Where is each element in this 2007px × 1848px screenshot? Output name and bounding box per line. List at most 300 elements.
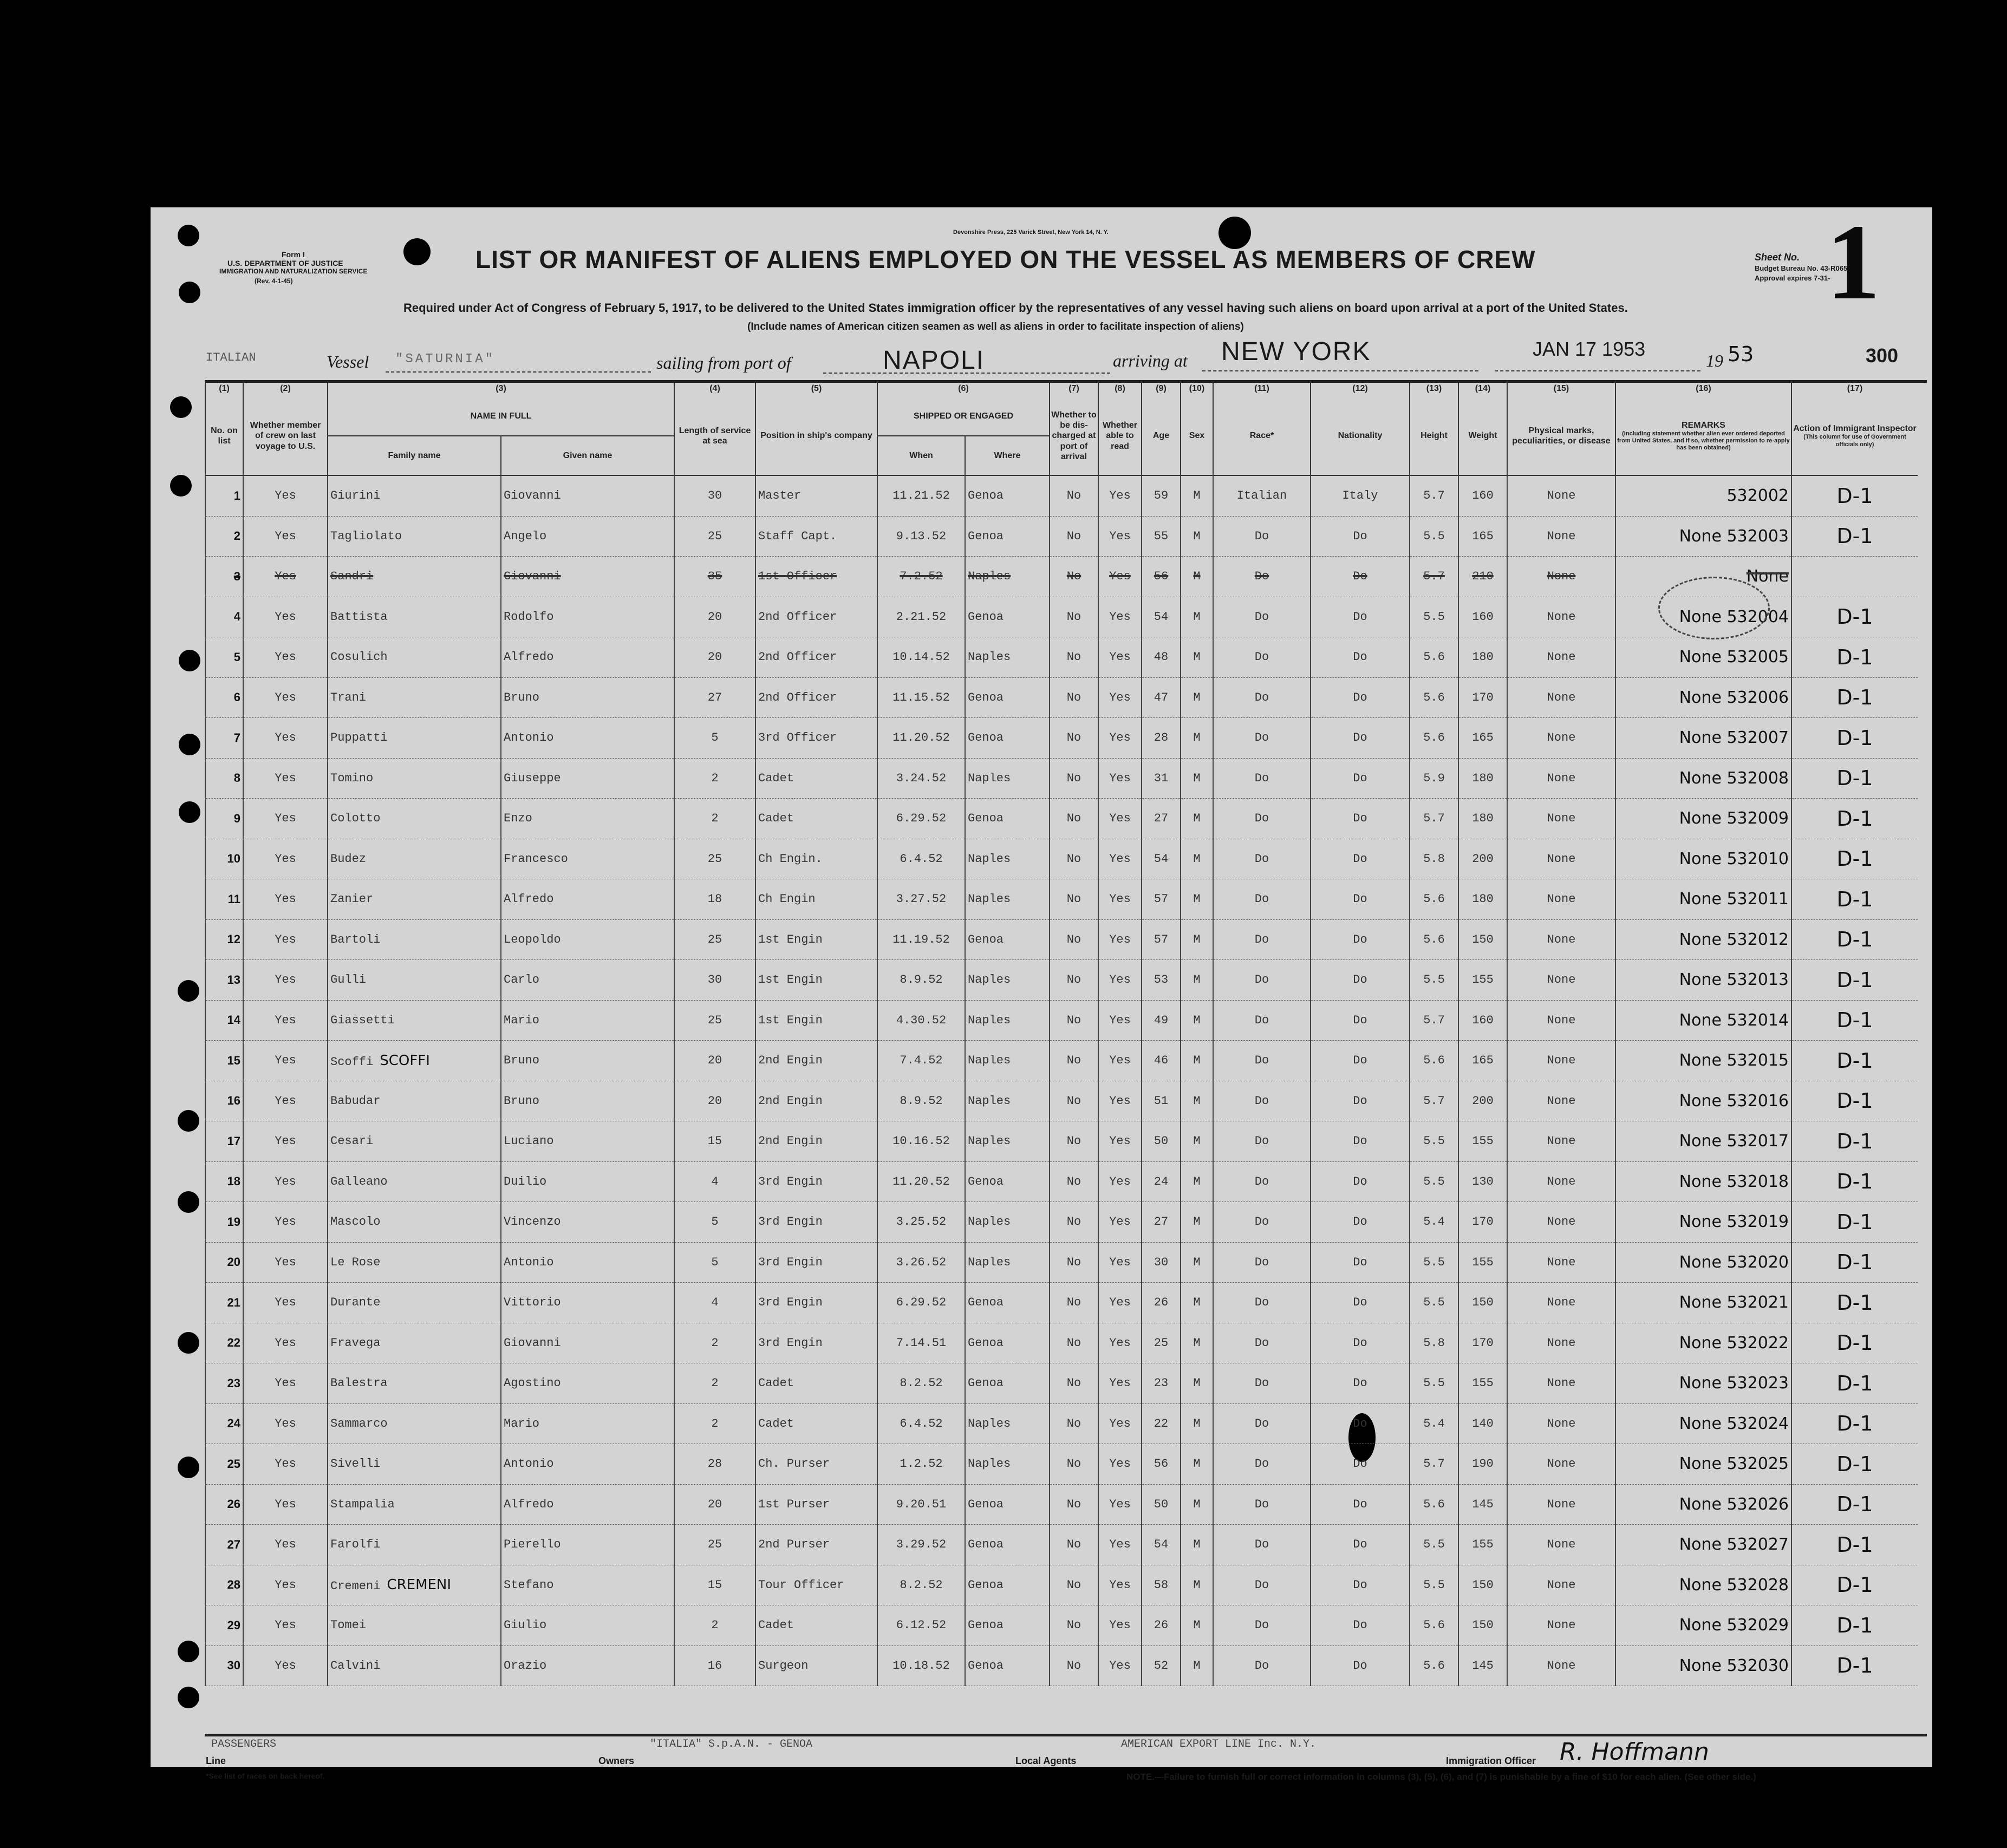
shipped-when-cell: 6.4.52	[877, 1403, 965, 1444]
col-weight: Weight	[1458, 397, 1507, 475]
prev-voyage-cell: Yes	[243, 677, 328, 718]
height-cell: 5.6	[1410, 1484, 1458, 1525]
race-cell: Do	[1213, 799, 1311, 839]
table-row	[205, 1081, 1918, 1121]
height-cell: 5.5	[1410, 1565, 1458, 1605]
prev-voyage-cell: Yes	[243, 799, 328, 839]
inspector-action-cell	[1791, 1041, 1918, 1081]
weight-cell: 180	[1458, 758, 1507, 799]
discharged-cell: No	[1050, 1363, 1098, 1404]
height-cell: 5.5	[1410, 1242, 1458, 1283]
prev-voyage-cell: Yes	[243, 1605, 328, 1646]
action-code: D-1	[1836, 605, 1873, 629]
vessel-name: "SATURNIA"	[395, 352, 496, 367]
col-given-name: Given name	[501, 436, 674, 475]
action-code: D-1	[1836, 1573, 1873, 1597]
prev-voyage-cell: Yes	[243, 475, 328, 516]
inspector-action-cell	[1791, 1323, 1918, 1363]
discharged-cell: No	[1050, 1202, 1098, 1243]
row-number: 19	[205, 1202, 243, 1243]
remarks-cell	[1615, 1242, 1791, 1283]
inspector-action-cell	[1791, 799, 1918, 839]
discharged-cell: No	[1050, 1081, 1098, 1121]
weight-cell: 155	[1458, 1121, 1507, 1162]
able-to-read-cell: Yes	[1098, 799, 1142, 839]
shipped-where-cell: Naples	[965, 960, 1050, 1001]
service-length-cell: 18	[674, 879, 755, 920]
remarks-cell	[1615, 1525, 1791, 1565]
nationality-cell: Do	[1311, 1161, 1410, 1202]
nationality-cell: Do	[1311, 1202, 1410, 1243]
able-to-read-cell: Yes	[1098, 516, 1142, 557]
nationality-cell: Do	[1311, 1484, 1410, 1525]
weight-cell: 165	[1458, 516, 1507, 557]
action-code: D-1	[1836, 968, 1873, 992]
shipped-when-cell: 3.26.52	[877, 1242, 965, 1283]
height-cell: 5.7	[1410, 557, 1458, 597]
shipped-when-cell: 8.2.52	[877, 1363, 965, 1404]
name-correction: SCOFFI	[380, 1052, 430, 1069]
record-number: None 532012	[1679, 930, 1789, 949]
physical-marks-cell: None	[1507, 839, 1615, 879]
nationality-cell: Do	[1311, 1363, 1410, 1404]
record-number: 532002	[1726, 486, 1789, 506]
shipped-when-cell: 8.9.52	[877, 1081, 965, 1121]
service-length-cell: 20	[674, 1484, 755, 1525]
sex-cell: M	[1181, 1242, 1213, 1283]
position-cell: 3rd Engin	[755, 1283, 877, 1323]
col-able-to-read: Whether able to read	[1098, 397, 1142, 475]
age-cell: 51	[1142, 1081, 1181, 1121]
inspector-action-cell	[1791, 718, 1918, 759]
discharged-cell: No	[1050, 960, 1098, 1001]
race-cell: Do	[1213, 718, 1311, 759]
position-cell: 3rd Engin	[755, 1202, 877, 1243]
remarks-note: (Including statement whether alien ever ordered deported from United States, and if so, whether permission to re-apply has been obtained)	[1617, 430, 1790, 452]
family-name-cell: Le Rose	[328, 1242, 501, 1283]
shipped-when-cell: 10.16.52	[877, 1121, 965, 1162]
discharged-cell: No	[1050, 1041, 1098, 1081]
race-cell: Italian	[1213, 475, 1311, 516]
position-cell: 3rd Engin	[755, 1242, 877, 1283]
revision: (Rev. 4-1-45)	[255, 277, 293, 285]
inspector-action-cell	[1791, 1403, 1918, 1444]
weight-cell: 155	[1458, 1525, 1507, 1565]
discharged-cell: No	[1050, 919, 1098, 960]
race-cell: Do	[1213, 879, 1311, 920]
shipped-where-cell: Naples	[965, 1444, 1050, 1485]
record-number: None 532016	[1679, 1091, 1789, 1111]
service-length-cell: 5	[674, 1242, 755, 1283]
inspector-action-cell	[1791, 919, 1918, 960]
given-name-cell: Leopoldo	[501, 919, 674, 960]
table-row	[205, 1645, 1918, 1686]
prev-voyage-cell: Yes	[243, 1565, 328, 1605]
physical-marks-cell: None	[1507, 1565, 1615, 1605]
prev-voyage-cell: Yes	[243, 1041, 328, 1081]
height-cell: 5.5	[1410, 1161, 1458, 1202]
family-name-cell: Galleano	[328, 1161, 501, 1202]
shipped-where-cell: Genoa	[965, 1645, 1050, 1686]
family-name-cell: Gulli	[328, 960, 501, 1001]
race-cell: Do	[1213, 1323, 1311, 1363]
weight-cell: 150	[1458, 919, 1507, 960]
shipped-when-cell: 3.25.52	[877, 1202, 965, 1243]
physical-marks-cell: None	[1507, 799, 1615, 839]
position-cell: Ch Engin	[755, 879, 877, 920]
sex-cell: M	[1181, 799, 1213, 839]
shipped-where-cell: Naples	[965, 1242, 1050, 1283]
remarks-cell	[1615, 839, 1791, 879]
physical-marks-cell: None	[1507, 516, 1615, 557]
position-cell: 1st Engin	[755, 919, 877, 960]
discharged-cell: No	[1050, 1000, 1098, 1041]
able-to-read-cell: Yes	[1098, 1323, 1142, 1363]
nationality-cell: Do	[1311, 799, 1410, 839]
race-cell: Do	[1213, 1202, 1311, 1243]
year-suffix: 53	[1728, 342, 1754, 366]
discharged-cell: No	[1050, 677, 1098, 718]
discharged-cell: No	[1050, 1403, 1098, 1444]
record-number: None 532017	[1679, 1132, 1789, 1151]
prev-voyage-cell: Yes	[243, 1081, 328, 1121]
age-cell: 23	[1142, 1363, 1181, 1404]
punch-hole	[179, 282, 200, 303]
inspector-action-cell	[1791, 1242, 1918, 1283]
race-cell: Do	[1213, 758, 1311, 799]
discharged-cell: No	[1050, 1525, 1098, 1565]
inspector-action-cell	[1791, 1484, 1918, 1525]
remarks-title: REMARKS	[1682, 420, 1725, 430]
punch-hole	[178, 980, 199, 1002]
family-name-cell: Babudar	[328, 1081, 501, 1121]
table-row	[205, 839, 1918, 879]
shipped-where-cell: Genoa	[965, 1363, 1050, 1404]
record-number: None 532025	[1679, 1454, 1789, 1474]
punch-hole	[178, 1110, 199, 1132]
col-race: Race*	[1213, 397, 1311, 475]
height-cell: 5.6	[1410, 1041, 1458, 1081]
corner-number: 300	[1866, 344, 1899, 367]
table-row	[205, 1605, 1918, 1646]
shipped-where-cell: Genoa	[965, 1605, 1050, 1646]
shipped-when-cell: 9.20.51	[877, 1484, 965, 1525]
sex-cell: M	[1181, 637, 1213, 678]
row-number: 21	[205, 1283, 243, 1323]
shipped-where-cell: Genoa	[965, 1525, 1050, 1565]
position-cell: Ch. Purser	[755, 1444, 877, 1485]
position-cell: 2nd Engin	[755, 1121, 877, 1162]
weight-cell: 165	[1458, 1041, 1507, 1081]
sex-cell: M	[1181, 718, 1213, 759]
nationality-cell: Do	[1311, 1525, 1410, 1565]
subtitle: Required under Act of Congress of February 5, 1917, to be delivered to the United States immigration officer by the representatives of any vessel having such aliens on board upon arrival at a port of the United States.	[403, 301, 1628, 315]
service-length-cell: 20	[674, 637, 755, 678]
discharged-cell: No	[1050, 516, 1098, 557]
weight-cell: 170	[1458, 1323, 1507, 1363]
sailing-label: sailing from port of	[656, 353, 791, 373]
prev-voyage-cell: Yes	[243, 1202, 328, 1243]
age-cell: 50	[1142, 1121, 1181, 1162]
family-name-cell: Cesari	[328, 1121, 501, 1162]
service-length-cell: 16	[674, 1645, 755, 1686]
row-number: 28	[205, 1565, 243, 1605]
given-name-cell: Giovanni	[501, 557, 674, 597]
inspector-action-cell	[1791, 1444, 1918, 1485]
service-length-cell: 25	[674, 516, 755, 557]
given-name-cell: Alfredo	[501, 879, 674, 920]
record-number: None 532021	[1679, 1293, 1789, 1312]
weight-cell: 150	[1458, 1605, 1507, 1646]
sex-cell: M	[1181, 1565, 1213, 1605]
shipped-when-cell: 7.2.52	[877, 557, 965, 597]
inspector-action-cell	[1791, 557, 1918, 597]
age-cell: 57	[1142, 919, 1181, 960]
table-row	[205, 1121, 1918, 1162]
record-number: None 532019	[1679, 1212, 1789, 1232]
remarks-cell	[1615, 1403, 1791, 1444]
punch-hole	[170, 475, 192, 497]
race-cell: Do	[1213, 637, 1311, 678]
line-label: Line	[206, 1755, 226, 1766]
given-name-cell: Mario	[501, 1000, 674, 1041]
physical-marks-cell: None	[1507, 557, 1615, 597]
service-length-cell: 28	[674, 1444, 755, 1485]
physical-marks-cell: None	[1507, 1041, 1615, 1081]
physical-marks-cell: None	[1507, 1444, 1615, 1485]
action-code: D-1	[1836, 1371, 1873, 1395]
shipped-where-cell: Naples	[965, 1081, 1050, 1121]
action-code: D-1	[1836, 524, 1873, 548]
subtitle-note: (Include names of American citizen seamen as well as aliens in order to facilitate inspection of aliens)	[747, 321, 1244, 332]
inspector-action-cell	[1791, 1202, 1918, 1243]
service-length-cell: 35	[674, 557, 755, 597]
punch-hole	[178, 1457, 199, 1478]
sex-cell: M	[1181, 1121, 1213, 1162]
physical-marks-cell: None	[1507, 1202, 1615, 1243]
service-length-cell: 30	[674, 960, 755, 1001]
action-code: D-1	[1836, 766, 1873, 791]
able-to-read-cell: Yes	[1098, 1645, 1142, 1686]
sex-cell: M	[1181, 1403, 1213, 1444]
row-number: 16	[205, 1081, 243, 1121]
family-name-cell: Bartoli	[328, 919, 501, 960]
family-name-cell: Colotto	[328, 799, 501, 839]
able-to-read-cell: Yes	[1098, 1283, 1142, 1323]
shipped-when-cell: 8.2.52	[877, 1565, 965, 1605]
record-number: None 532024	[1679, 1414, 1789, 1433]
family-name-cell: Fravega	[328, 1323, 501, 1363]
physical-marks-cell: None	[1507, 919, 1615, 960]
row-number: 24	[205, 1403, 243, 1444]
sex-cell: M	[1181, 1000, 1213, 1041]
able-to-read-cell: Yes	[1098, 919, 1142, 960]
nationality-cell: Do	[1311, 1041, 1410, 1081]
inspector-action-cell	[1791, 1283, 1918, 1323]
record-number: None	[1746, 567, 1789, 586]
shipped-when-cell: 11.20.52	[877, 1161, 965, 1202]
row-number: 7	[205, 718, 243, 759]
discharged-cell: No	[1050, 1242, 1098, 1283]
prev-voyage-cell: Yes	[243, 839, 328, 879]
action-code: D-1	[1836, 645, 1873, 669]
prev-voyage-cell: Yes	[243, 1403, 328, 1444]
sex-cell: M	[1181, 839, 1213, 879]
shipped-where-cell: Naples	[965, 1000, 1050, 1041]
shipped-where-cell: Genoa	[965, 799, 1050, 839]
shipped-when-cell: 7.4.52	[877, 1041, 965, 1081]
position-cell: 2nd Engin	[755, 1041, 877, 1081]
weight-cell: 160	[1458, 1000, 1507, 1041]
family-name-cell: Sivelli	[328, 1444, 501, 1485]
action-title: Action of Immigrant Inspector	[1793, 424, 1917, 434]
position-cell: Cadet	[755, 799, 877, 839]
discharged-cell: No	[1050, 1161, 1098, 1202]
age-cell: 26	[1142, 1605, 1181, 1646]
shipped-when-cell: 11.19.52	[877, 919, 965, 960]
weight-cell: 180	[1458, 799, 1507, 839]
given-name-cell: Enzo	[501, 799, 674, 839]
table-row	[205, 758, 1918, 799]
service-length-cell: 25	[674, 1000, 755, 1041]
able-to-read-cell: Yes	[1098, 1000, 1142, 1041]
inspector-action-cell	[1791, 1161, 1918, 1202]
given-name-cell: Giovanni	[501, 1323, 674, 1363]
race-cell: Do	[1213, 1605, 1311, 1646]
service-length-cell: 15	[674, 1121, 755, 1162]
physical-marks-cell: None	[1507, 1403, 1615, 1444]
physical-marks-cell: None	[1507, 960, 1615, 1001]
shipped-where-cell: Naples	[965, 1041, 1050, 1081]
shipped-where-cell: Naples	[965, 839, 1050, 879]
nationality-cell: Do	[1311, 1121, 1410, 1162]
family-name-cell: Mascolo	[328, 1202, 501, 1243]
able-to-read-cell: Yes	[1098, 475, 1142, 516]
family-name-cell: Sammarco	[328, 1403, 501, 1444]
col-sex: Sex	[1181, 397, 1213, 475]
row-number: 25	[205, 1444, 243, 1485]
given-name-cell: Francesco	[501, 839, 674, 879]
remarks-cell	[1615, 960, 1791, 1001]
discharged-cell: No	[1050, 879, 1098, 920]
shipped-when-cell: 3.24.52	[877, 758, 965, 799]
punch-hole	[179, 801, 200, 823]
height-cell: 5.5	[1410, 1363, 1458, 1404]
action-code: D-1	[1836, 1008, 1873, 1033]
physical-marks-cell: None	[1507, 1484, 1615, 1525]
inspector-action-cell	[1791, 1605, 1918, 1646]
service-length-cell: 2	[674, 799, 755, 839]
able-to-read-cell: Yes	[1098, 879, 1142, 920]
position-cell: 1st Purser	[755, 1484, 877, 1525]
age-cell: 25	[1142, 1323, 1181, 1363]
inspector-action-cell	[1791, 839, 1918, 879]
nationality-cell: Do	[1311, 557, 1410, 597]
race-cell: Do	[1213, 839, 1311, 879]
prev-voyage-cell: Yes	[243, 1161, 328, 1202]
physical-marks-cell: None	[1507, 1525, 1615, 1565]
position-cell: Cadet	[755, 1403, 877, 1444]
given-name-cell: Duilio	[501, 1161, 674, 1202]
family-name-cell: Trani	[328, 677, 501, 718]
weight-cell: 150	[1458, 1565, 1507, 1605]
nationality-cell: Do	[1311, 637, 1410, 678]
weight-cell: 155	[1458, 960, 1507, 1001]
height-cell: 5.8	[1410, 1323, 1458, 1363]
remarks-cell	[1615, 1121, 1791, 1162]
family-name-cell: Tomei	[328, 1605, 501, 1646]
race-cell: Do	[1213, 557, 1311, 597]
age-cell: 30	[1142, 1242, 1181, 1283]
sheet-number: 1	[1826, 203, 1880, 322]
vessel-label: Vessel	[327, 352, 369, 371]
page-title: LIST OR MANIFEST OF ALIENS EMPLOYED ON THE VESSEL AS MEMBERS OF CREW	[475, 245, 1536, 273]
service-length-cell: 2	[674, 1323, 755, 1363]
height-cell: 5.6	[1410, 677, 1458, 718]
prev-voyage-cell: Yes	[243, 1645, 328, 1686]
action-code: D-1	[1836, 847, 1873, 871]
given-name-cell: Angelo	[501, 516, 674, 557]
row-number: 2	[205, 516, 243, 557]
table-row	[205, 718, 1918, 759]
able-to-read-cell: Yes	[1098, 1565, 1142, 1605]
action-code: D-1	[1836, 1532, 1873, 1557]
record-number: None 532008	[1679, 768, 1789, 788]
record-number: None 532013	[1679, 970, 1789, 990]
punch-hole	[170, 396, 192, 418]
physical-marks-cell: None	[1507, 758, 1615, 799]
record-number: None 532005	[1679, 648, 1789, 667]
given-name-cell: Antonio	[501, 1444, 674, 1485]
row-number: 15	[205, 1041, 243, 1081]
shipped-when-cell: 7.14.51	[877, 1323, 965, 1363]
shipped-where-cell: Genoa	[965, 1161, 1050, 1202]
given-name-cell: Bruno	[501, 1081, 674, 1121]
position-cell: Cadet	[755, 758, 877, 799]
race-cell: Do	[1213, 1565, 1311, 1605]
row-number: 9	[205, 799, 243, 839]
sex-cell: M	[1181, 557, 1213, 597]
family-name-cell: Giurini	[328, 475, 501, 516]
weight-cell: 200	[1458, 1081, 1507, 1121]
height-cell: 5.7	[1410, 1000, 1458, 1041]
discharged-cell: No	[1050, 1484, 1098, 1525]
family-name-cell: Sandri	[328, 557, 501, 597]
row-number: 12	[205, 919, 243, 960]
row-number: 6	[205, 677, 243, 718]
physical-marks-cell: None	[1507, 1605, 1615, 1646]
prev-voyage-cell: Yes	[243, 1121, 328, 1162]
weight-cell: 180	[1458, 637, 1507, 678]
inspector-action-cell	[1791, 960, 1918, 1001]
race-cell: Do	[1213, 516, 1311, 557]
record-number: None 532015	[1679, 1051, 1789, 1070]
discharged-cell: No	[1050, 839, 1098, 879]
table-row	[205, 1323, 1918, 1363]
shipped-when-cell: 8.9.52	[877, 960, 965, 1001]
prev-voyage-cell: Yes	[243, 758, 328, 799]
table-row	[205, 1363, 1918, 1404]
remarks-cell	[1615, 1645, 1791, 1686]
remarks-cell	[1615, 1444, 1791, 1485]
given-name-cell: Carlo	[501, 960, 674, 1001]
crew-manifest-table	[205, 381, 1918, 1686]
record-number: None 532022	[1679, 1333, 1789, 1353]
given-name-cell: Rodolfo	[501, 597, 674, 637]
shipped-when-cell: 3.29.52	[877, 1525, 965, 1565]
shipped-where-cell: Naples	[965, 637, 1050, 678]
height-cell: 5.7	[1410, 1081, 1458, 1121]
